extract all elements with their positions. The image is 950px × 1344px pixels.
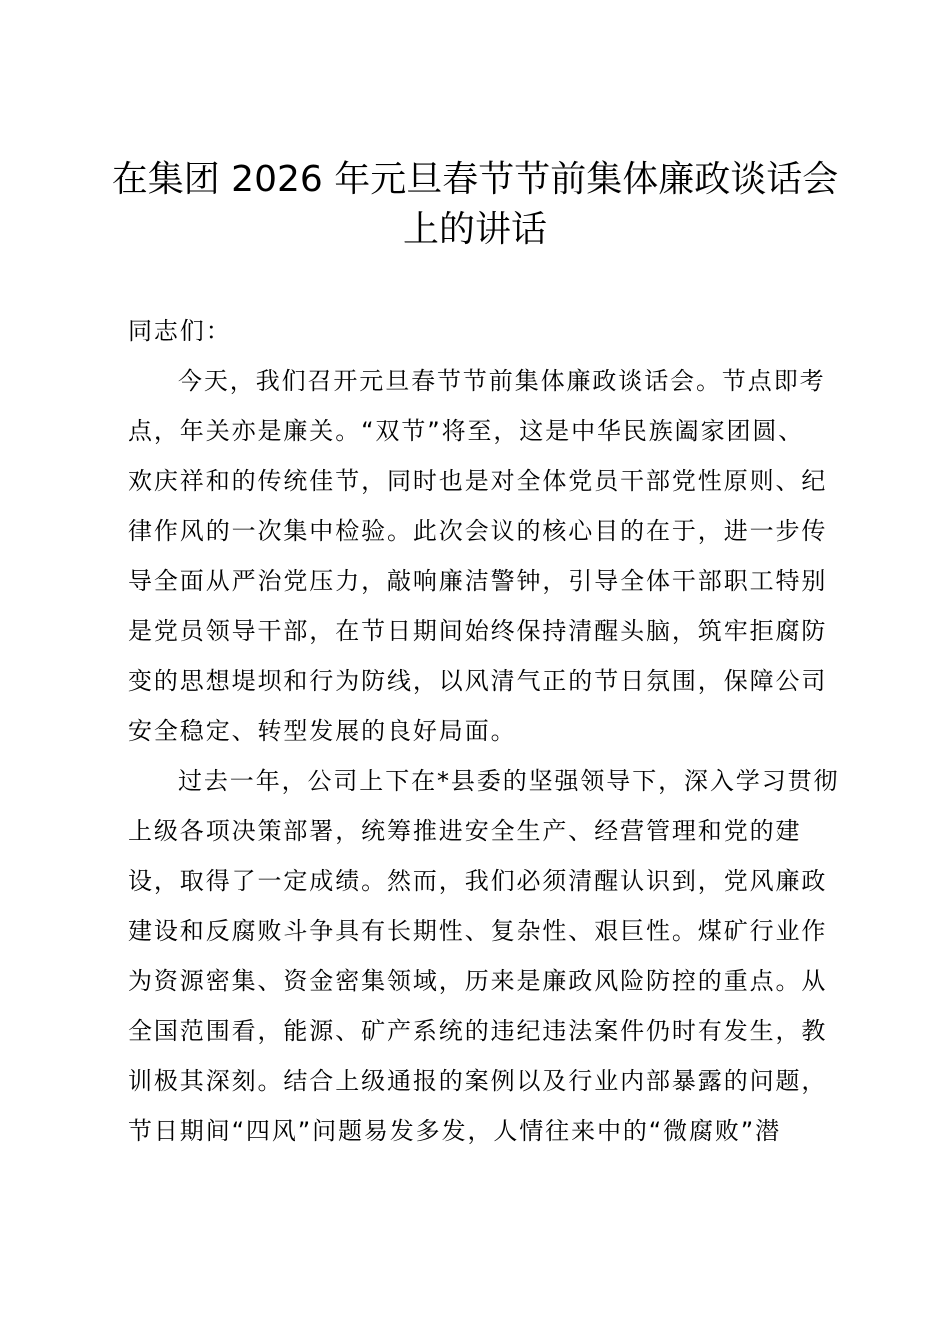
paragraph-line: 安全稳定、转型发展的良好局面。 xyxy=(128,717,517,745)
paragraph-line: 过去一年，公司上下在*县委的坚强领导下，深入学习贯彻 xyxy=(178,767,840,795)
document-title xyxy=(100,155,850,255)
paragraph-line: 全国范围看，能源、矿产系统的违纪违法案件仍时有发生，教 xyxy=(128,1017,828,1045)
paragraph-line: 节日期间“四风”问题易发多发，人情往来中的“微腐败”潜 xyxy=(128,1117,782,1145)
paragraph-line: 今天，我们召开元旦春节节前集体廉政谈话会。节点即考 xyxy=(178,367,826,395)
paragraph-line: 是党员领导干部，在节日期间始终保持清醒头脑，筑牢拒腐防 xyxy=(128,617,828,645)
paragraph-line: 欢庆祥和的传统佳节，同时也是对全体党员干部党性原则、纪 xyxy=(128,467,828,495)
title-line-1: 在集团 2026 年元旦春节节前集体廉政谈话会 xyxy=(111,159,839,200)
paragraph-line: 为资源密集、资金密集领域，历来是廉政风险防控的重点。从 xyxy=(128,967,828,995)
paragraph-line: 导全面从严治党压力，敲响廉洁警钟，引导全体干部职工特别 xyxy=(128,567,828,595)
paragraph-line: 设，取得了一定成绩。然而，我们必须清醒认识到，党风廉政 xyxy=(128,867,828,895)
paragraph-line: 建设和反腐败斗争具有长期性、复杂性、艰巨性。煤矿行业作 xyxy=(128,917,828,945)
title-line-2: 上的讲话 xyxy=(402,209,547,250)
paragraph-1 xyxy=(128,356,838,756)
salutation: 同志们： xyxy=(128,317,232,345)
paragraph-line: 点，年关亦是廉关。“双节”将至，这是中华民族阖家团圆、 xyxy=(128,417,805,445)
paragraph-line: 律作风的一次集中检验。此次会议的核心目的在于，进一步传 xyxy=(128,517,828,545)
paragraph-line: 变的思想堤坝和行为防线，以风清气正的节日氛围，保障公司 xyxy=(128,667,828,695)
paragraph-2 xyxy=(128,756,838,1156)
paragraph-line: 训极其深刻。结合上级通报的案例以及行业内部暴露的问题， xyxy=(128,1067,828,1095)
document-body xyxy=(128,306,838,1156)
paragraph-line: 上级各项决策部署，统筹推进安全生产、经营管理和党的建 xyxy=(128,817,802,845)
